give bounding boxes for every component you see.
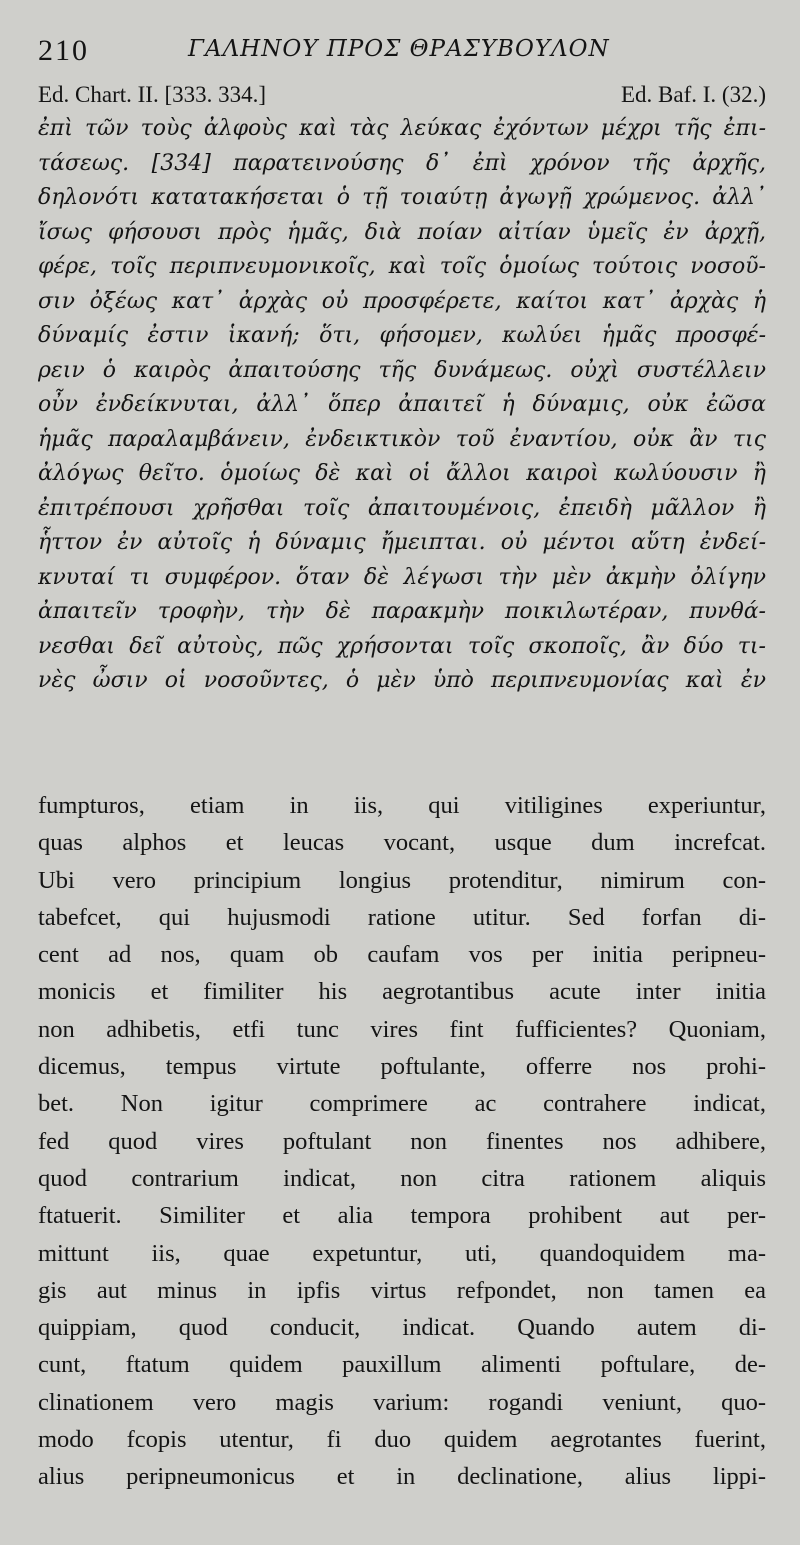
greek-line: δύναμίς ἐστιν ἱκανή; ὅτι, φήσομεν, κωλύει ἡμᾶς προσφέ- (38, 323, 766, 348)
greek-line: τάσεως. [334] παρατεινούσης δ᾽ ἐπὶ χρόνον τῆς ἀρχῆς, (38, 150, 766, 176)
latin-line: quippiam, quod conducit, indicat. Quando autem di- (38, 1314, 766, 1342)
running-head (38, 34, 778, 68)
running-title: ΓΑΛΗΝΟΥ ΠΡΟΣ ΘΡΑΣΥΒΟΥΛΟΝ (188, 36, 610, 62)
latin-line: mittunt iis, quae expetuntur, uti, quandoquidem ma- (38, 1239, 766, 1267)
greek-line: ἧττον ἐν αὐτοῖς ἡ δύναμις ἤμειπται. οὐ μέντοι αὕτη ἐνδεί- (38, 530, 766, 555)
greek-line: οὖν ἐνδείκνυται, ἀλλ᾽ ὅπερ ἀπαιτεῖ ἡ δύναμις, οὐκ ἐῶσα (38, 392, 766, 417)
greek-line: ρειν ὁ καιρὸς ἀπαιτούσης τῆς δυνάμεως. οὐχὶ συστέλλειν (38, 357, 766, 383)
latin-line: non adhibetis, etfi tunc vires fint fufficientes? Quoniam, (38, 1015, 766, 1043)
edition-reference-line (38, 82, 766, 112)
latin-text-block (38, 787, 766, 1496)
latin-line: cent ad nos, quam ob caufam vos per initia peripneu- (38, 941, 766, 969)
greek-line: σιν ὀξέως κατ᾽ ἀρχὰς οὐ προσφέρετε, καίτοι κατ᾽ ἀρχὰς ἡ (38, 288, 766, 314)
greek-line: ἀλόγως θεῖτο. ὁμοίως δὲ καὶ οἱ ἄλλοι καιροὶ κωλύουσιν ἢ (38, 461, 766, 486)
latin-line: ftatuerit. Similiter et alia tempora prohibent aut per- (38, 1202, 766, 1230)
greek-line: κνυταί τι συμφέρον. ὅταν δὲ λέγωσι τὴν μὲν ἀκμὴν ὀλίγην (38, 564, 766, 590)
page-number: 210 (38, 34, 89, 67)
latin-line: fumpturos, etiam in iis, qui vitiligines experiuntur, (38, 792, 766, 819)
greek-line: νεσθαι δεῖ αὐτοὺς, πῶς χρήσονται τοῖς σκοποῖς, ἂν δύο τι- (38, 633, 766, 659)
greek-line: ἐπιτρέπουσι χρῆσθαι τοῖς ἀπαιτουμένοις, ἐπειδὴ μᾶλλον ἢ (38, 495, 766, 521)
latin-line: cunt, ftatum quidem pauxillum alimenti poftulare, de- (38, 1351, 766, 1379)
latin-line: alius peripneumonicus et in declinatione, alius lippi- (38, 1463, 766, 1491)
latin-line: bet. Non igitur comprimere ac contrahere indicat, (38, 1090, 766, 1118)
latin-line: dicemus, tempus virtute poftulante, offerre nos prohi- (38, 1053, 766, 1081)
edition-reference-basel: Ed. Baf. I. (32.) (621, 82, 766, 107)
greek-text-block (38, 112, 766, 699)
latin-line: fed quod vires poftulant non finentes nos adhibere, (38, 1127, 766, 1155)
latin-line: quas alphos et leucas vocant, usque dum increfcat. (38, 829, 766, 857)
greek-line: ἀπαιτεῖν τροφὴν, τὴν δὲ παρακμὴν ποικιλωτέραν, πυνθά- (38, 599, 766, 624)
greek-line: ἡμᾶς παραλαμβάνειν, ἐνδεικτικὸν τοῦ ἐναντίου, οὐκ ἂν τις (38, 426, 766, 452)
latin-line: tabefcet, qui hujusmodi ratione utitur. Sed forfan di- (38, 903, 766, 931)
latin-line: quod contrarium indicat, non citra rationem aliquis (38, 1164, 766, 1192)
greek-line: φέρε, τοῖς περιπνευμονικοῖς, καὶ τοῖς ὁμοίως τούτοις νοσοῦ- (38, 254, 766, 279)
edition-reference-chartier: Ed. Chart. II. [333. 334.] (38, 82, 267, 107)
greek-line: ἴσως φήσουσι πρὸς ἡμᾶς, διὰ ποίαν αἰτίαν ὑμεῖς ἐν ἀρχῇ, (38, 219, 766, 245)
latin-line: Ubi vero principium longius protenditur, nimirum con- (38, 866, 766, 894)
latin-line: monicis et fimiliter his aegrotantibus acute inter initia (38, 978, 766, 1006)
latin-line: modo fcopis utentur, fi duo quidem aegrotantes fuerint, (38, 1426, 766, 1454)
greek-line: νὲς ὦσιν οἱ νοσοῦντες, ὁ μὲν ὑπὸ περιπνευμονίας καὶ ἐν (38, 668, 766, 693)
latin-line: clinationem vero magis varium: rogandi veniunt, quo- (38, 1388, 766, 1416)
greek-line: δηλονότι κατατακήσεται ὁ τῇ τοιαύτῃ ἀγωγῇ χρώμενος. ἀλλ᾽ (38, 185, 766, 210)
greek-line: ἐπὶ τῶν τοὺς ἀλφοὺς καὶ τὰς λεύκας ἐχόντων μέχρι τῆς ἐπι- (38, 116, 766, 141)
latin-line: gis aut minus in ipfis virtus refpondet, non tamen ea (38, 1276, 766, 1304)
